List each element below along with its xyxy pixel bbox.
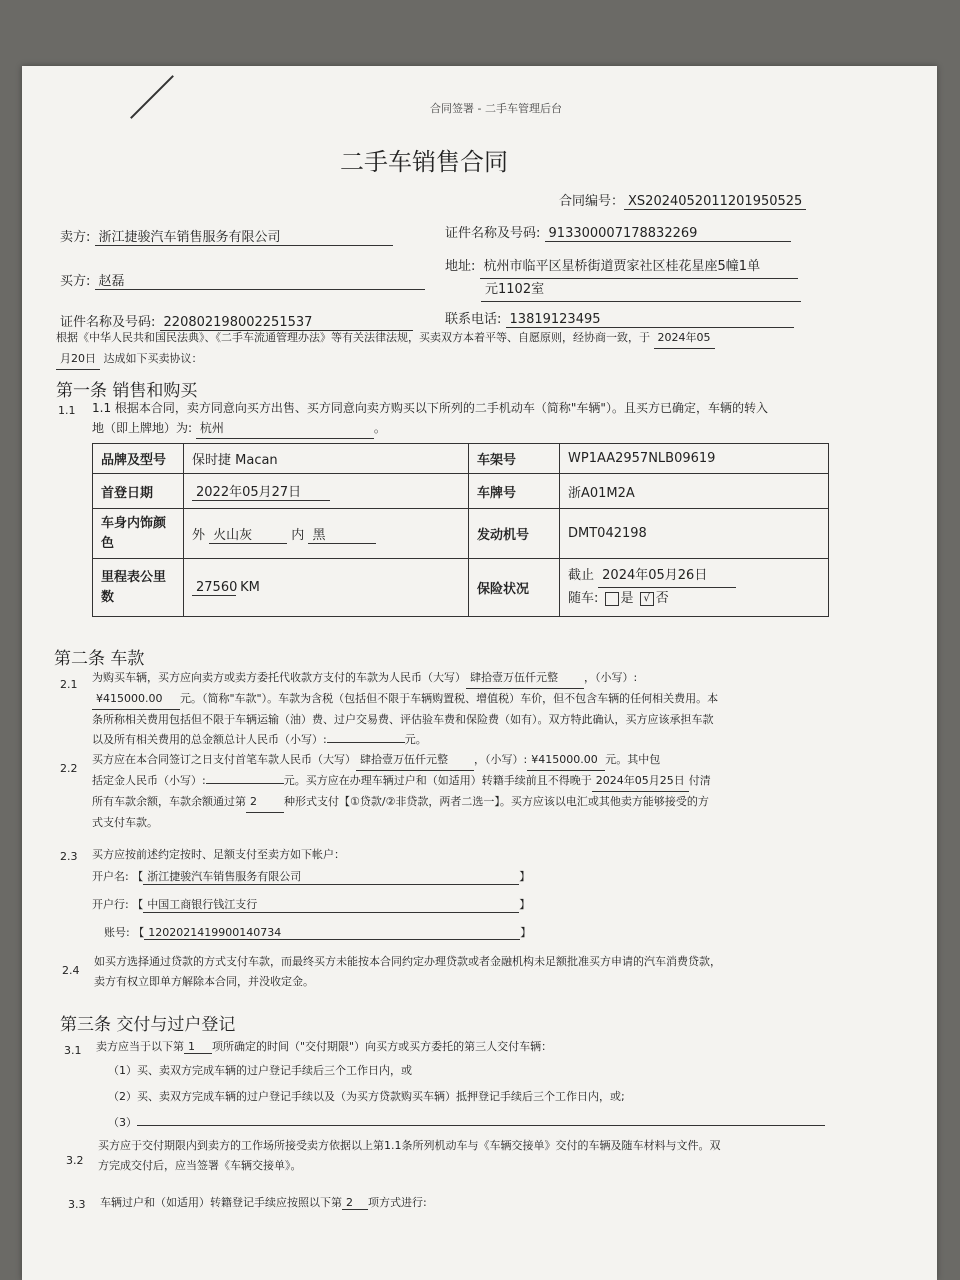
seller-id-value: 913300007178832269 [545, 226, 791, 242]
buyer-id-label: 证件名称及号码: [60, 315, 156, 330]
color-in-label: 内 [291, 527, 305, 543]
color-out-value: 火山灰 [209, 524, 287, 544]
vin-value: WP1AA2957NLB09619 [560, 444, 829, 474]
s2-p4-a: 如买方选择通过贷款的方式支付车款，而最终买方未能按本合同约定办理贷款或者金融机构未足额批准买方申请的汽车消费贷款， [94, 955, 721, 968]
account-name-row [92, 868, 530, 885]
s2-p1-upper: 肆拾壹万伍仟元整 [466, 668, 584, 689]
mileage-cell [184, 559, 469, 617]
s3-p3-b: 项方式进行: [368, 1196, 427, 1209]
bank-row [92, 896, 530, 913]
intro-pre: 根据《中华人民共和国民法典》、《二手车流通管理办法》等有关法律法规，买卖双方本着平等、自愿原则，经协商一致，于 [56, 331, 650, 344]
mileage-unit: KM [240, 579, 260, 595]
s2-p3-a: 买方应按前述约定按时、足额支付至卖方如下帐户： [92, 848, 345, 861]
insurance-with-label: 随车: [568, 591, 599, 606]
s2-p1-b: ，（小写）: [584, 671, 638, 684]
seller-name: 浙江捷骏汽车销售服务有限公司 [95, 226, 393, 246]
contract-no [559, 190, 806, 210]
s2-p4-num: 2.4 [62, 964, 80, 977]
s3-p3-a: 车辆过户和（如适用）转籍登记手续应按照以下第 [100, 1196, 342, 1209]
s3-p1-b: 项所确定的时间（"交付期限"）向买方或买方委托的第三人交付车辆： [212, 1040, 553, 1053]
pen-mark [130, 75, 174, 119]
buyer-name: 赵磊 [95, 270, 425, 290]
bank-value: 中国工商银行钱江支行 [143, 896, 519, 913]
s1-text2b: 。 [373, 421, 386, 435]
account-no-row [104, 924, 531, 940]
s1-text [92, 398, 768, 439]
plate-value: 浙A01M2A [560, 474, 829, 509]
s3-p2-a: 买方应于交付期限内到卖方的工作场所接受卖方依据以上第1.1条所列机动车与《车辆交接单》交付的车辆及随车材料与文件。双 [98, 1139, 721, 1152]
s2-p2-f: 付清 [688, 774, 711, 787]
bracket-left: 【 [132, 898, 144, 911]
s3-option-3-label: （3） [108, 1116, 137, 1129]
buyer-address-line2: 元1102室 [481, 279, 801, 302]
s1-text2a: 地（即上牌地）为: [92, 421, 193, 435]
s1-text1: 1.1 根据本合同，卖方同意向买方出售、买方同意向卖方购买以下所列的二手机动车（简称"车辆"）。且买方已确定，车辆的转入 [92, 401, 768, 415]
plate-label: 车牌号 [469, 474, 560, 509]
s3-p3-item: 2 [342, 1196, 368, 1210]
s3-p1-a: 卖方应当于以下第 [96, 1040, 184, 1053]
s2-p2-text [92, 750, 711, 833]
s2-p2-i: 式支付车款。 [92, 816, 158, 829]
s3-option-1: （1）买、卖双方完成车辆的过户登记手续后三个工作日内，或 [108, 1064, 412, 1077]
buyer-address-line1: 杭州市临平区星桥街道贾家社区桂花星座5幢1单 [480, 256, 798, 279]
seller-row [60, 226, 393, 246]
s3-p2-b: 方完成交付后，应当签署《车辆交接单》。 [98, 1159, 302, 1172]
s2-p3-num: 2.3 [60, 850, 78, 863]
no-label: 否 [655, 591, 669, 606]
bracket-left: 【 [133, 926, 145, 939]
account-no-value: 1202021419900140734 [144, 926, 520, 940]
engine-label: 发动机号 [469, 509, 560, 559]
color-out-label: 外 [192, 527, 206, 543]
reg-date-label: 首登日期 [93, 474, 184, 509]
s2-p1-a: 为购买车辆，买方应向卖方或卖方委托代收款方支付的车款为人民币（大写） [92, 671, 466, 684]
account-name-value: 浙江捷骏汽车销售服务有限公司 [143, 868, 519, 885]
seller-label: 卖方: [60, 230, 91, 245]
account-name-label: 开户名: [92, 870, 129, 883]
section2-title: 第二条 车款 [54, 649, 145, 669]
system-header: 合同签署 - 二手车管理后台 [430, 102, 562, 115]
section3-title: 第三条 交付与过户登记 [60, 1015, 236, 1035]
bank-label: 开户行: [92, 898, 129, 911]
s2-p2-c: 元。其中包 [605, 753, 661, 766]
s2-p2-h: 种形式支付【①贷款/②非贷款，两者二选一】。买方应该以电汇或其他卖方能够接受的方 [284, 795, 709, 808]
s2-p1-lower: ¥415000.00 [92, 689, 180, 710]
bracket-right: 】 [520, 926, 532, 939]
insurance-cell [560, 559, 829, 617]
section1-title: 第一条 销售和购买 [56, 381, 198, 401]
contract-no-value: XS2024052011201950525 [624, 194, 806, 210]
table-row [93, 474, 829, 509]
s2-p2-num: 2.2 [60, 762, 78, 775]
account-no-label: 账号: [104, 926, 130, 939]
s3-p2-num: 3.2 [66, 1154, 84, 1167]
s1-city: 杭州 [196, 418, 374, 439]
s2-p1-c: 元。（简称"车款"）。车款为含税（包括但不限于车辆购置税、增值税）车价，但不包含车辆的任何相关费用。本 [180, 692, 719, 705]
buyer-address-label: 地址: [445, 259, 476, 274]
s3-option-3 [108, 1114, 825, 1130]
brand-value: 保时捷 Macan [184, 444, 469, 474]
s2-p2-a: 买方应在本合同签订之日支付首笔车款人民币（大写） [92, 753, 356, 766]
table-row [93, 444, 829, 474]
buyer-phone-value: 13819123495 [506, 312, 794, 328]
color-cell [184, 509, 469, 559]
s3-p3-text [100, 1194, 427, 1210]
s3-option-2: （2）买、卖双方完成车辆的过户登记手续以及（为买方贷款购买车辆）抵押登记手续后三个工作日内，或; [108, 1090, 625, 1103]
insurance-until-label: 截止 [568, 568, 595, 583]
bracket-right: 】 [519, 898, 531, 911]
mileage-value: 27560 [192, 580, 236, 596]
checkbox-yes[interactable] [605, 592, 619, 606]
buyer-label: 买方: [60, 274, 91, 289]
seller-id-label: 证件名称及号码: [445, 226, 541, 241]
s3-p1-text [96, 1038, 552, 1054]
insurance-until-value: 2024年05月26日 [598, 565, 736, 588]
s2-p1-e: 以及所有相关费用的总金额总计人民币（小写）: [92, 733, 327, 746]
table-row [93, 559, 829, 617]
s2-p2-date: 2024年05月25日 [592, 771, 689, 792]
buyer-id-value: 220802198002251537 [160, 315, 413, 331]
vehicle-info-table [92, 443, 829, 617]
bracket-left: 【 [132, 870, 144, 883]
s2-p1-f: 元。 [404, 733, 427, 746]
s2-p2-d: 括定金人民币（小写）: [92, 774, 206, 787]
yes-label: 是 [620, 591, 634, 606]
seller-id-row [445, 222, 791, 242]
vin-label: 车架号 [469, 444, 560, 474]
s2-p4-text [94, 952, 721, 992]
engine-value: DMT042198 [560, 509, 829, 559]
intro-text [56, 328, 715, 370]
checkbox-no[interactable]: √ [640, 592, 654, 606]
intro-post: 达成如下买卖协议： [103, 352, 203, 365]
intro-date1: 2024年05 [654, 328, 715, 349]
s3-p2-text [98, 1136, 721, 1176]
s3-p1-item: 1 [184, 1040, 212, 1054]
reg-date-value: 2022年05月27日 [192, 481, 330, 501]
s2-p2-b: ，（小写）: [474, 753, 528, 766]
buyer-address [445, 256, 801, 302]
s2-p2-upper: 肆拾壹万伍仟元整 [356, 750, 474, 771]
s2-p1-text [92, 668, 718, 750]
buyer-row [60, 270, 425, 290]
mileage-label: 里程表公里数 [93, 559, 184, 617]
s2-p2-lower: ¥415000.00 [527, 750, 605, 771]
brand-label: 品牌及型号 [93, 444, 184, 474]
contract-no-label: 合同编号： [559, 194, 625, 209]
insurance-label: 保险状况 [469, 559, 560, 617]
s2-p1-num: 2.1 [60, 678, 78, 691]
s2-p1-d: 条所称相关费用包括但不限于车辆运输（油）费、过户交易费、评估验车费和保险费（如有）。双方特此确认，买方应该承担车款 [92, 713, 714, 726]
s3-p1-num: 3.1 [64, 1044, 82, 1057]
contract-title: 二手车销售合同 [340, 148, 508, 176]
intro-date2: 月20日 [56, 349, 100, 370]
s1-num: 1.1 [58, 404, 76, 417]
reg-date-cell [184, 474, 469, 509]
contract-paper [22, 66, 937, 1280]
color-label: 车身内饰颜色 [93, 509, 184, 559]
color-in-value: 黑 [308, 524, 376, 544]
s2-p4-b: 卖方有权立即单方解除本合同，并没收定金。 [94, 975, 314, 988]
buyer-phone-row [445, 308, 794, 328]
s2-p2-e: 元。买方应在办理车辆过户和（如适用）转籍手续前且不得晚于 [283, 774, 592, 787]
table-row [93, 509, 829, 559]
s2-p2-way: 2 [246, 792, 284, 813]
buyer-phone-label: 联系电话: [445, 312, 502, 327]
s3-p3-num: 3.3 [68, 1198, 86, 1211]
bracket-right: 】 [519, 870, 531, 883]
s2-p2-g: 所有车款余额，车款余额通过第 [92, 795, 246, 808]
